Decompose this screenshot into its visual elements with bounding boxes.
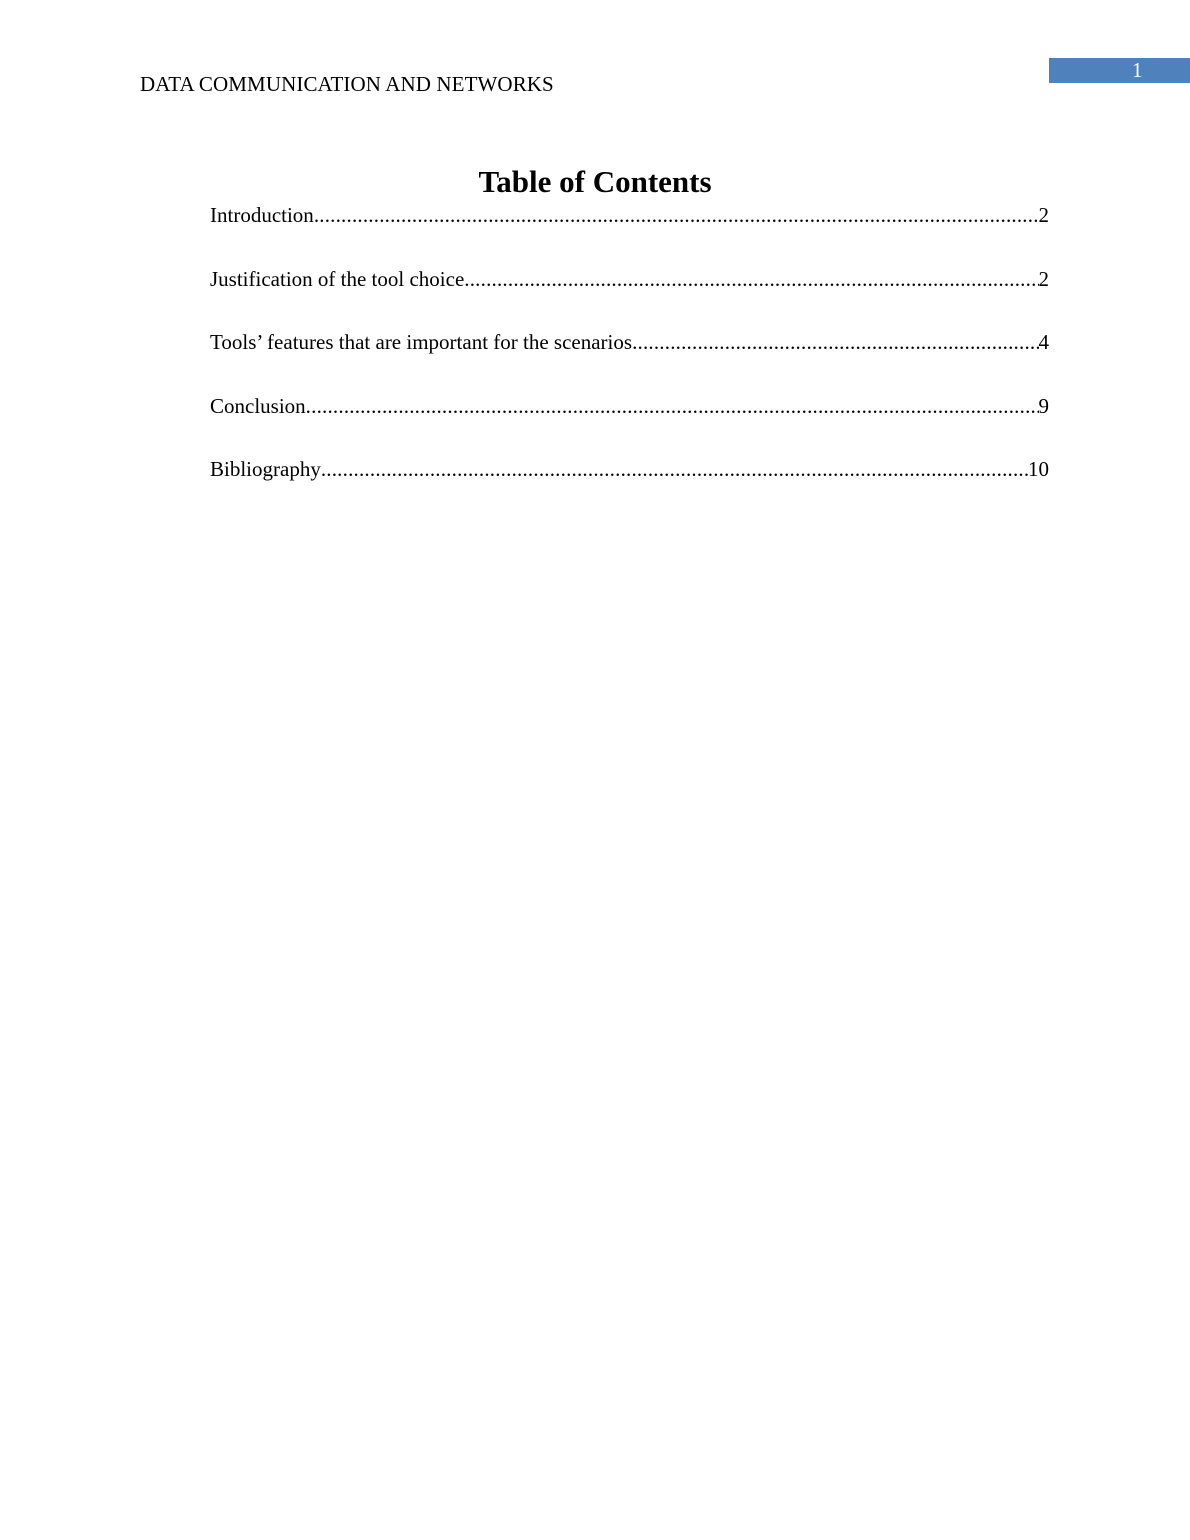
- page-number: 1: [1132, 58, 1143, 82]
- toc-dot-leader: [321, 454, 1028, 484]
- toc-entry-page: 4: [1038, 330, 1049, 354]
- toc-dot-leader: [306, 391, 1039, 421]
- running-head: DATA COMMUNICATION AND NETWORKS: [140, 72, 554, 96]
- toc-entry-justification[interactable]: [210, 264, 1049, 328]
- toc-entry-bibliography[interactable]: [210, 454, 1049, 518]
- toc-dot-leader: [464, 264, 1038, 294]
- toc-entry-page: 2: [1038, 266, 1049, 291]
- toc-entry-text: Justification of the tool choice: [210, 266, 465, 291]
- page-number-box: [1049, 58, 1190, 83]
- toc-dot-leader: [314, 200, 1039, 230]
- toc-title: Table of Contents: [478, 164, 712, 199]
- toc-entry-page: 2: [1038, 203, 1049, 227]
- toc-entry-conclusion[interactable]: [210, 391, 1049, 455]
- toc-entry-introduction[interactable]: [210, 200, 1049, 264]
- toc-entry-text: Tools’ features that are important for the scenarios: [210, 330, 633, 354]
- toc-entry-page: 9: [1038, 393, 1049, 418]
- toc-entry-text: Introduction: [210, 203, 314, 227]
- toc-entry-text: Conclusion: [210, 393, 306, 418]
- toc-entry-text: Bibliography: [210, 457, 321, 481]
- toc-list: [210, 200, 1049, 518]
- toc-dot-leader: [632, 327, 1038, 357]
- toc-entry-page: 10: [1028, 457, 1049, 481]
- toc-entry-tools-features[interactable]: [210, 327, 1049, 391]
